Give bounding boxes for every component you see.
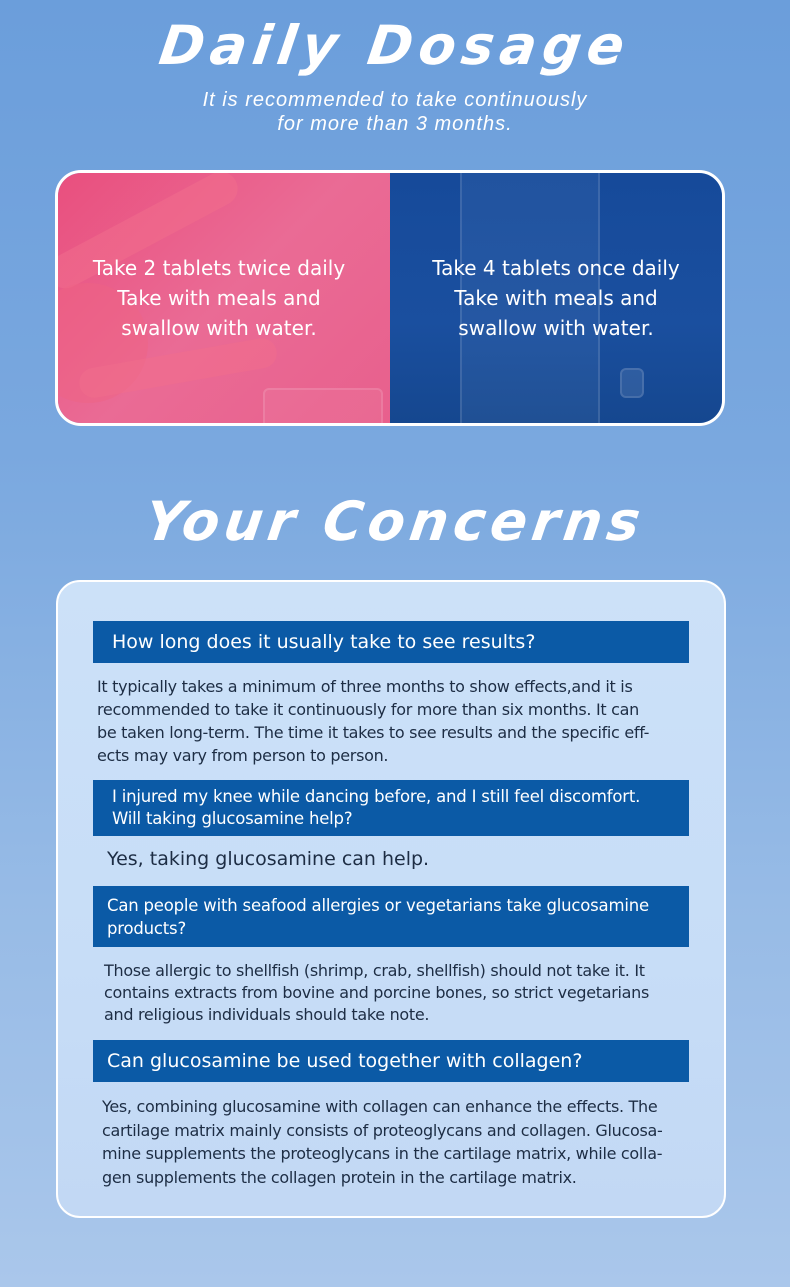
answer-line: It typically takes a minimum of three months to show effects,and it is — [97, 677, 633, 696]
dosage-option-once-daily — [390, 173, 722, 423]
daily-dosage-title: Daily Dosage — [155, 14, 635, 77]
dosage-text-once-daily — [432, 253, 680, 343]
answer-line: Those allergic to shellfish (shrimp, crab, shellfish) should not take it. It — [104, 961, 645, 980]
answer-line: recommended to take it continuously for more than six months. It can — [97, 700, 639, 719]
faq-answer-2: Yes, taking glucosamine can help. — [107, 848, 430, 870]
faq-question-1 — [93, 621, 689, 663]
faq-question-line: Can people with seafood allergies or vegetarians take glucosamine — [107, 895, 649, 915]
dosage-line: Take 2 tablets twice daily — [92, 256, 346, 280]
answer-line: mine supplements the proteoglycans in the cartilage matrix, while colla- — [102, 1144, 663, 1163]
answer-line: Yes, combining glucosamine with collagen can enhance the effects. The — [102, 1097, 658, 1116]
faq-question-2 — [93, 780, 689, 836]
answer-line: be taken long-term. The time it takes to see results and the specific eff- — [97, 723, 650, 742]
dosage-option-twice-daily — [58, 173, 390, 423]
faq-question-line: Will taking glucosamine help? — [112, 809, 353, 828]
daily-dosage-subtitle — [0, 88, 790, 136]
dosage-line: swallow with water. — [458, 316, 654, 340]
dosage-line: Take with meals and — [117, 286, 321, 310]
faq-question-3 — [93, 886, 689, 947]
faq-question-4 — [93, 1040, 689, 1082]
tablet-image-decoration — [620, 368, 644, 398]
dosage-text-twice-daily — [93, 253, 345, 343]
dosage-line: Take with meals and — [454, 286, 658, 310]
subtitle-line-1: It is recommended to take continuously — [202, 89, 588, 111]
answer-line: ects may vary from person to person. — [97, 746, 389, 765]
faq-question-line: I injured my knee while dancing before, and I still feel discomfort. — [112, 787, 641, 806]
dosage-line: Take 4 tablets once daily — [432, 256, 680, 280]
faq-answer-1 — [97, 675, 649, 767]
answer-line: gen supplements the collagen protein in the cartilage matrix. — [102, 1167, 577, 1187]
glass-image-decoration — [263, 388, 383, 423]
subtitle-line-2: for more than 3 months. — [277, 113, 513, 135]
faq-answer-4 — [102, 1095, 662, 1189]
faq-question-text: How long does it usually take to see results? — [112, 631, 536, 653]
faq-answer-3 — [104, 960, 649, 1026]
dosage-line: swallow with water. — [121, 316, 317, 340]
faq-question-line: products? — [107, 918, 187, 938]
answer-line: cartilage matrix mainly consists of proteoglycans and collagen. Glucosa- — [102, 1120, 663, 1140]
your-concerns-title: Your Concerns — [140, 490, 649, 553]
answer-line: and religious individuals should take note. — [104, 1005, 430, 1024]
dosage-card — [55, 170, 725, 426]
answer-line: contains extracts from bovine and porcine bones, so strict vegetarians — [104, 983, 650, 1002]
faq-question-text: Can glucosamine be used together with collagen? — [107, 1050, 583, 1072]
